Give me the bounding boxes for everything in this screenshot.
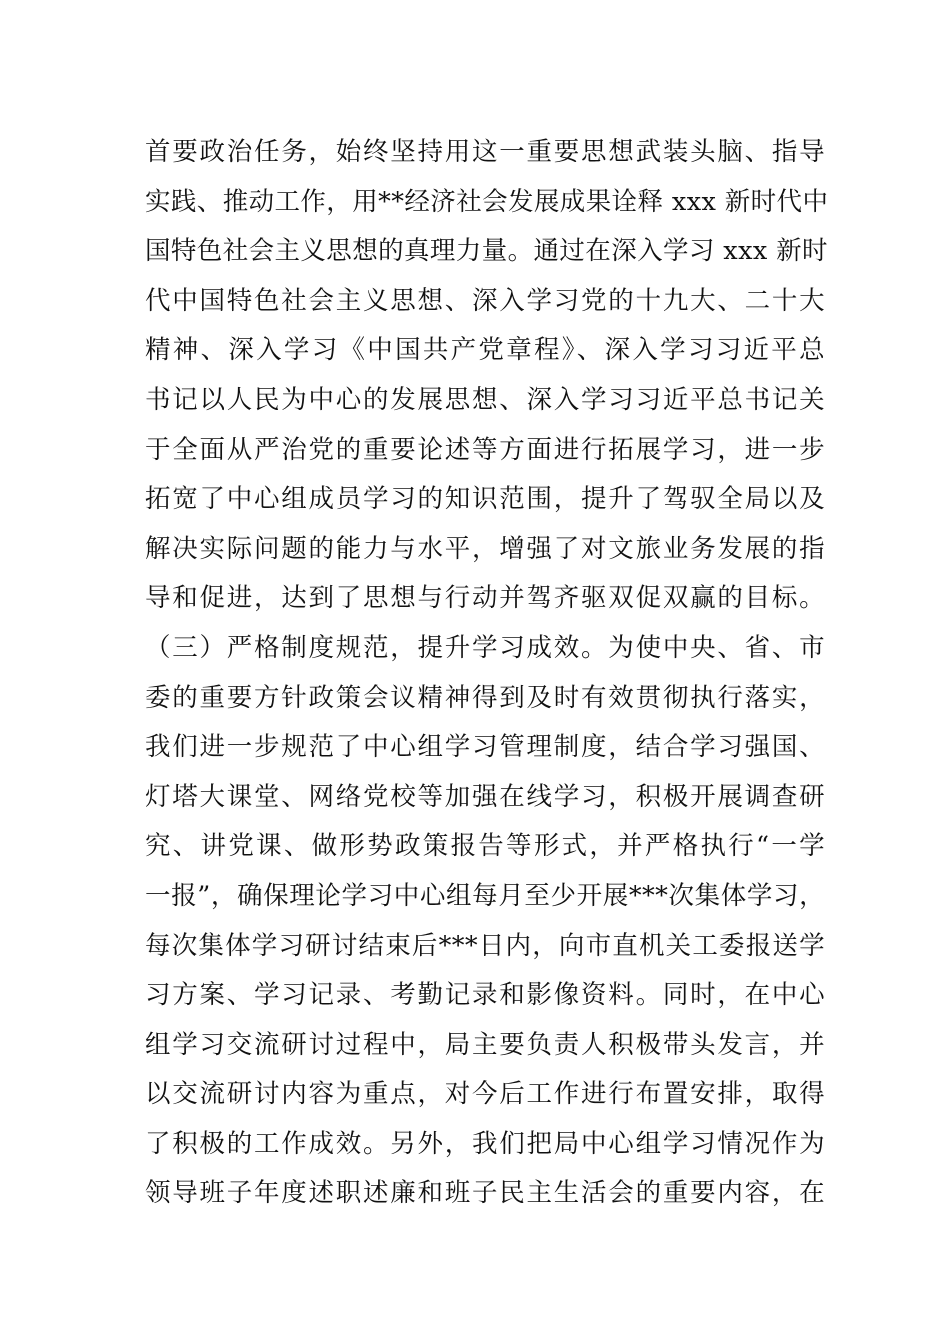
text-line-4: 代中国特色社会主义思想、深入学习党的十九大、二十大: [145, 285, 825, 316]
text-line-22: 领导班子年度述职述廉和班子民主生活会的重要内容，在: [145, 1178, 825, 1209]
text-line-15: 究、讲党课、做形势政策报告等形式，并严格执行“一学: [145, 831, 825, 862]
text-line-18: 习方案、学习记录、考勤记录和影像资料。同时，在中心: [145, 980, 825, 1011]
text-line-17: 每次集体学习研讨结束后***日内，向市直机关工委报送学: [145, 930, 825, 961]
text-line-9: 解决实际问题的能力与水平，增强了对文旅业务发展的指: [145, 533, 825, 564]
text-line-6: 书记以人民为中心的发展思想、深入学习习近平总书记关: [145, 384, 825, 415]
text-line-19: 组学习交流研讨过程中，局主要负责人积极带头发言，并: [145, 1029, 825, 1060]
text-line-16: 一报”，确保理论学习中心组每月至少开展***次集体学习，: [145, 880, 825, 911]
text-line-12: 委的重要方针政策会议精神得到及时有效贯彻执行落实，: [145, 682, 825, 713]
text-line-2: 实践、推动工作，用**经济社会发展成果诠释 xxx 新时代中: [145, 186, 829, 217]
section-heading-line: （三）严格制度规范，提升学习成效。为使中央、省、市: [145, 632, 825, 663]
text-line-3: 国特色社会主义思想的真理力量。通过在深入学习 xxx 新时: [145, 236, 828, 267]
body-text: [145, 128, 829, 1219]
text-line-21: 了积极的工作成效。另外，我们把局中心组学习情况作为: [145, 1128, 825, 1159]
text-line-1: 首要政治任务，始终坚持用这一重要思想武装头脑、指导: [145, 137, 825, 167]
text-line-14: 灯塔大课堂、网络党校等加强在线学习，积极开展调查研: [145, 781, 825, 812]
text-line-13: 我们进一步规范了中心组学习管理制度，结合学习强国、: [145, 732, 825, 763]
text-line-10: 导和促进，达到了思想与行动并驾齐驱双促双赢的目标。: [145, 583, 825, 614]
text-line-8: 拓宽了中心组成员学习的知识范围，提升了驾驭全局以及: [145, 484, 825, 515]
text-line-20: 以交流研讨内容为重点，对今后工作进行布置安排，取得: [145, 1079, 825, 1110]
text-line-5: 精神、深入学习《中国共产党章程》、深入学习习近平总: [145, 335, 825, 366]
text-line-7: 于全面从严治党的重要论述等方面进行拓展学习，进一步: [145, 434, 825, 465]
